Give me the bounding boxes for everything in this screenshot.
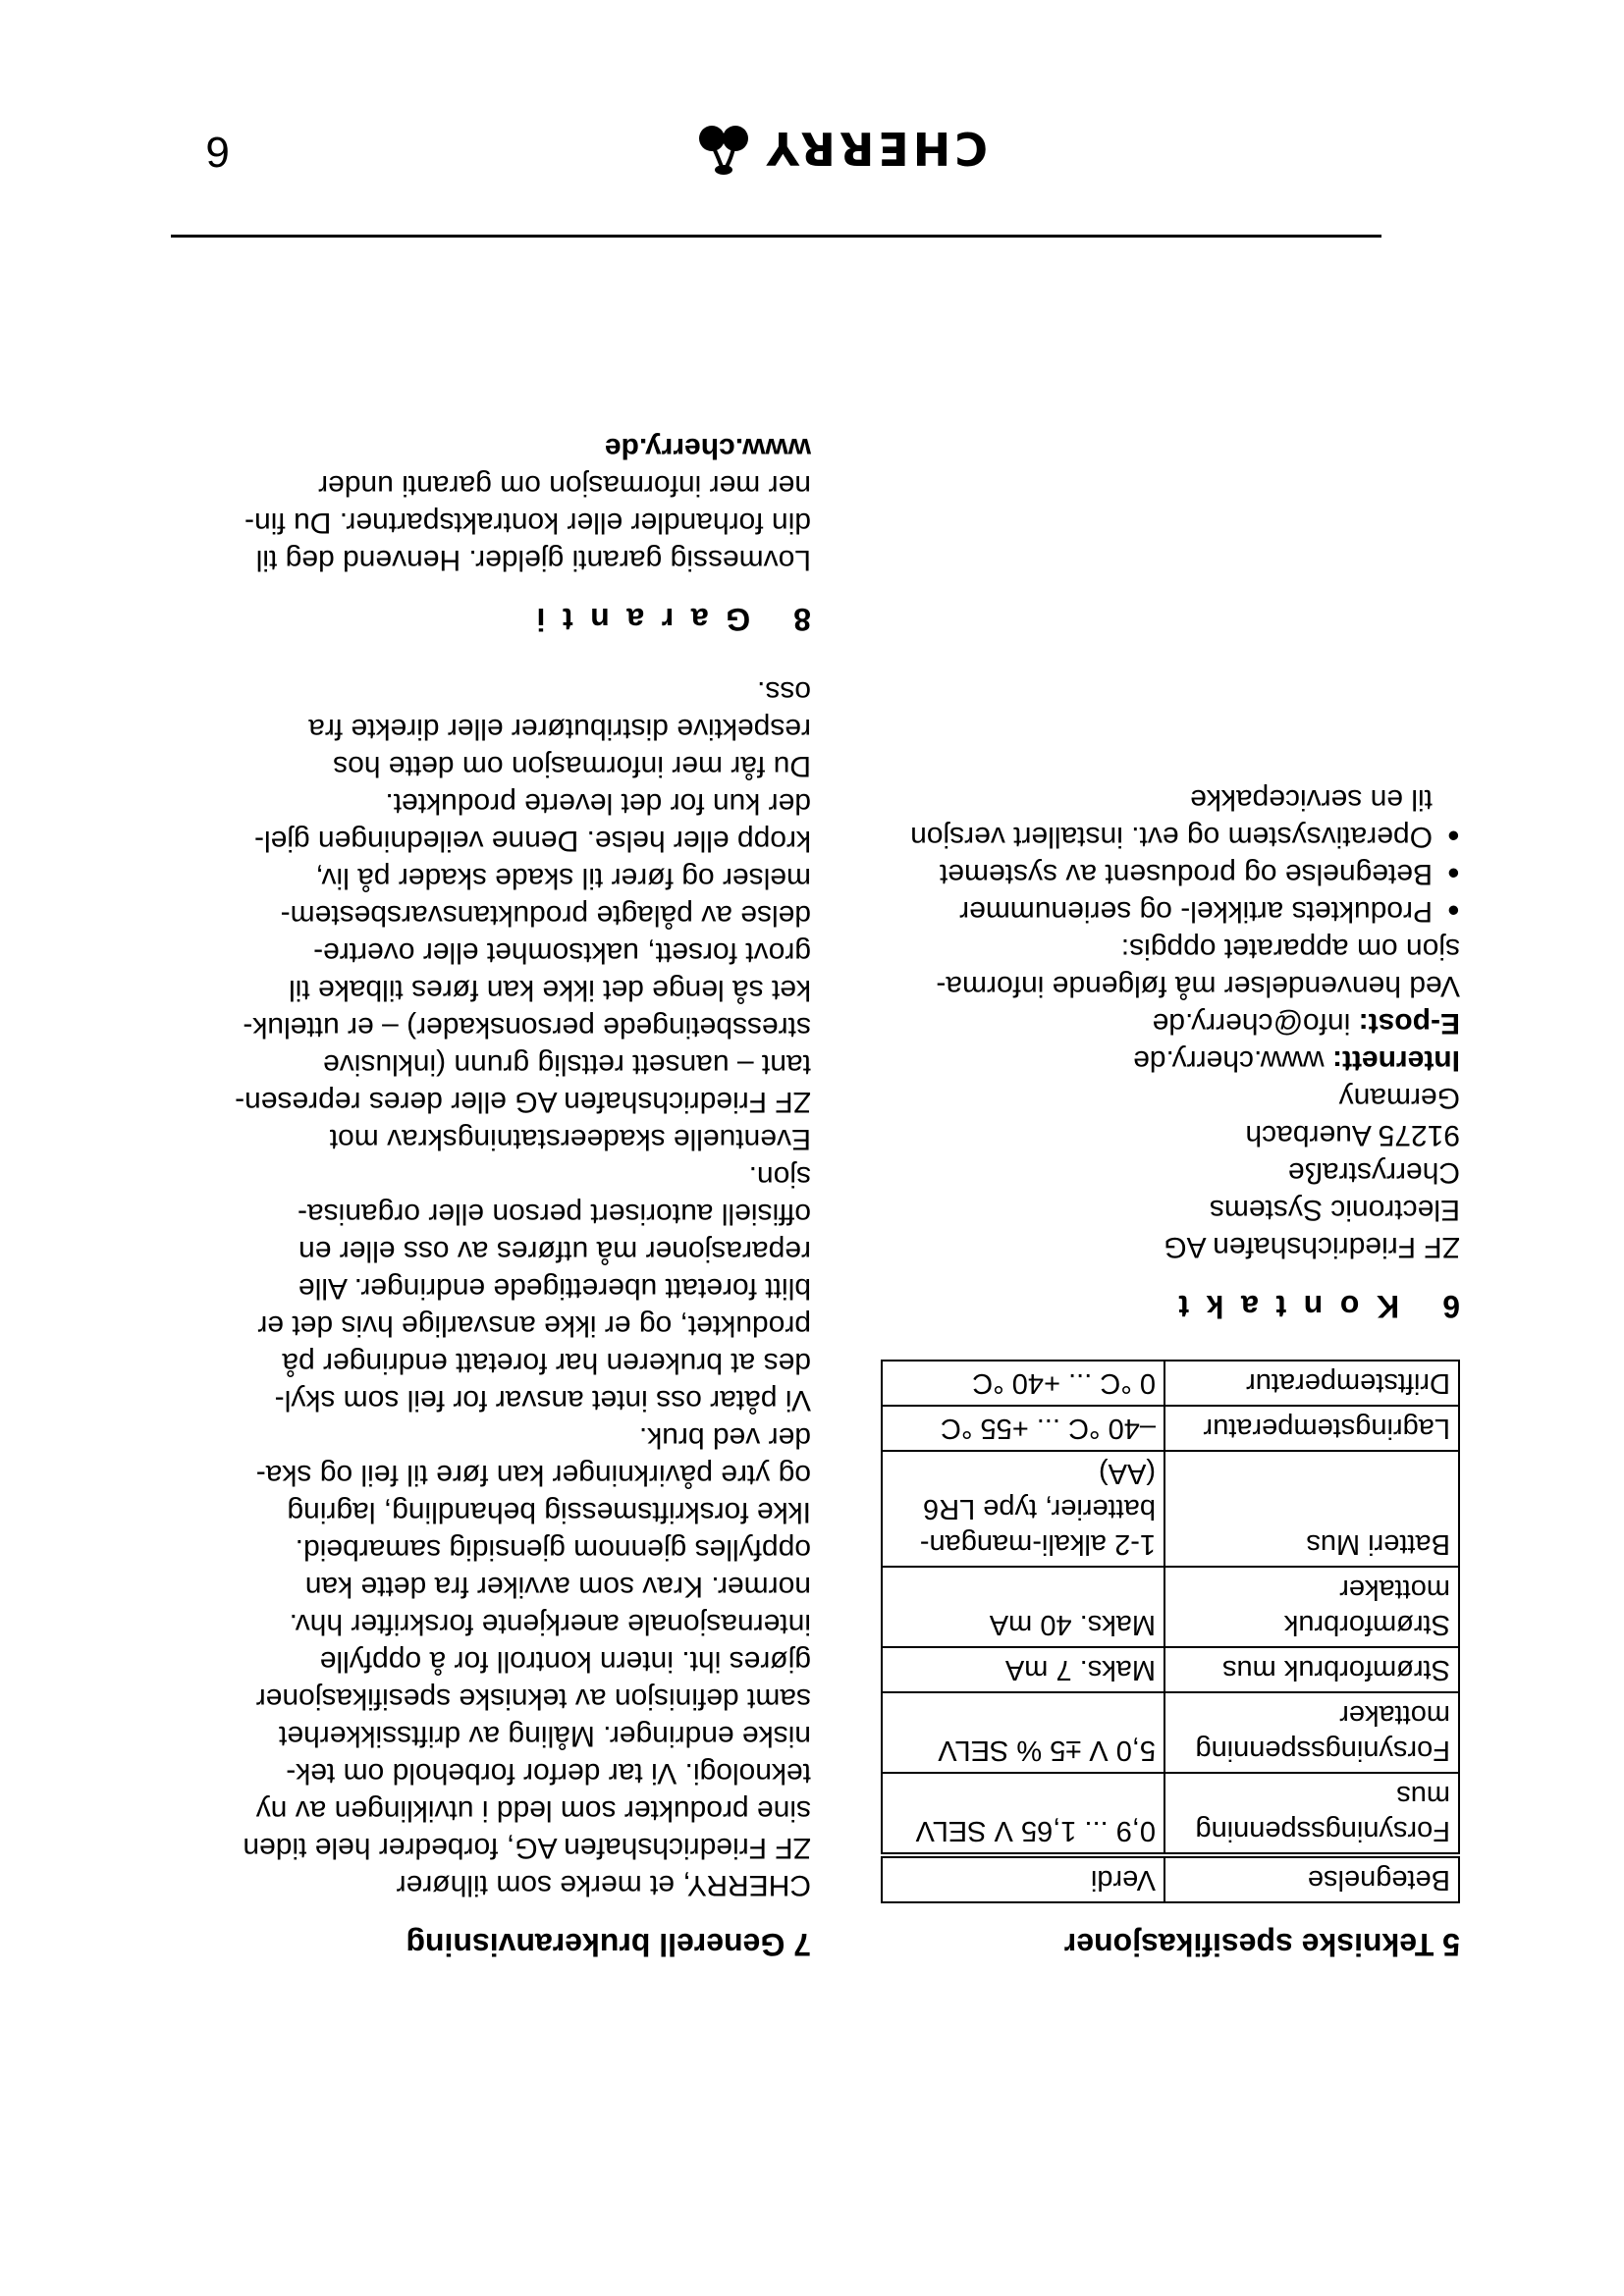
cherry-logo xyxy=(696,119,988,178)
spec-table xyxy=(881,1360,1460,1903)
spec-value: 0,9 ... 1,65 V SELV xyxy=(882,1773,1164,1855)
general-paragraph-1: CHERRY, et merke som tilhører ZF Friedrichshafen AG, forbedrer hele tiden sine produkter som ledd i utviklingen av ny teknologi. Vi tar derfor forbehold om tek- niske endringer. Måling av driftssikkerhet samt definisjon av tekniske spesifikasjoner gjøres iht. intern kontroll for å oppfylle internasjonale anerkjente forskrifter hhv. normer. Krav som avviker fra dette kan oppfylles gjennom gjensidig samarbeid. Ikke forskriftsmessig behandling, lagring og ytre påvirkninger kan føre til feil og ska- der ved bruk. xyxy=(243,1421,811,1901)
warranty-link[interactable]: www.cherry.de xyxy=(604,432,811,464)
footer-divider xyxy=(171,235,1381,238)
spec-key: Driftstemperatur xyxy=(1164,1361,1459,1406)
inquiry-intro: Ved henvendelser må følgende informa- sjon om apparatet oppgis: xyxy=(936,933,1460,1002)
spec-key: Forsyningsspenning mus xyxy=(1164,1773,1459,1855)
table-row xyxy=(882,1567,1459,1647)
spec-header-key: Betegnelse xyxy=(1164,1855,1459,1902)
email-link[interactable]: info@cherry.de xyxy=(1152,1007,1359,1040)
address-line: ZF Friedrichshafen AG xyxy=(1164,1231,1460,1263)
table-row xyxy=(882,1451,1459,1567)
list-item: ● Operativsystem og evt. installert versjon til en servicepakke xyxy=(881,780,1433,855)
table-row xyxy=(882,1647,1459,1692)
right-column xyxy=(232,429,811,1964)
section-8-heading: 8 Garanti xyxy=(518,602,811,637)
section-6-heading: 6 Kontakt xyxy=(1161,1289,1460,1324)
brand-wordmark: CHERRY xyxy=(762,122,988,175)
cherry-logo-icon xyxy=(696,119,751,178)
warranty-text: Lovmessig garanti gjelder. Henvend deg til din forhandler eller kontraktspartner. Du fin- ner mer informasjon om garanti under xyxy=(244,469,811,576)
spec-key: Forsyningsspenning mottaker xyxy=(1164,1692,1459,1773)
spec-value: 0 °C ... +40 °C xyxy=(882,1361,1164,1406)
list-item: ● Produktets artikkel- og serienummer xyxy=(881,892,1433,930)
table-row xyxy=(882,1406,1459,1451)
general-paragraph-3: Eventuelle skadeerstatningskrav mot ZF Friedrichshafen AG eller deres represen- tant – uansett rettslig grunn (inklusive stressbetingede personskader) – er utteluk- ket så lenge det ikke kan føres tilbake til grovt forsett, uaktsomhet eller overtre- delse av pålagte produktansvarsbestem- melser og fører til skade skader på liv, kropp eller helse. Denne veiledningen gjel- der kun for det leverte produktet. Du får mer informasjon om dette hos respektive distributører eller direkte fra oss. xyxy=(235,675,811,1155)
spec-key: Lagringstemperatur xyxy=(1164,1406,1459,1451)
internet-link[interactable]: www.cherry.de xyxy=(1133,1044,1332,1077)
table-row xyxy=(882,1692,1459,1773)
list-item: ● Betegnelse og produsent av systemet xyxy=(881,855,1433,892)
inquiry-list xyxy=(881,780,1460,930)
address-line: Electronic Systems xyxy=(1209,1194,1460,1226)
spec-key: Batteri Mus xyxy=(1164,1451,1459,1567)
spec-key: Strømforbruk mus xyxy=(1164,1647,1459,1692)
section-5-heading: 5 Tekniske spesifikasjoner xyxy=(1063,1927,1460,1962)
internet-line xyxy=(881,1041,1460,1079)
spec-value: Maks. 7 mA xyxy=(882,1647,1164,1692)
table-row xyxy=(882,1773,1459,1855)
table-row xyxy=(882,1361,1459,1406)
left-column xyxy=(881,780,1460,1964)
general-paragraph-2: Vi påtar oss intet ansvar for feil som skyl- des at brukeren har foretatt endringer på produktet, og er ikke ansvarlige hvis det er blitt foretatt uberettigede endringer. Alle reparasjoner må utføres av oss eller en offisiell autorisert person eller organisa- sjon. xyxy=(257,1160,811,1416)
email-line xyxy=(881,1004,1460,1041)
spec-table-header xyxy=(882,1855,1459,1902)
page-number: 6 xyxy=(205,128,230,176)
spec-header-value: Verdi xyxy=(882,1855,1164,1902)
address-line: Cherrystraße xyxy=(1287,1156,1460,1189)
spec-value: Maks. 40 mA xyxy=(882,1567,1164,1647)
spec-value: 5,0 V ±5 % SELV xyxy=(882,1692,1164,1773)
spec-key: Strømforbruk mottaker xyxy=(1164,1567,1459,1647)
email-label: E-post: xyxy=(1358,1007,1460,1040)
address-line: 91275 Auerbach xyxy=(1245,1119,1460,1151)
spec-value: 1-2 alkali-mangan-batterier, type LR6 (AA) xyxy=(882,1451,1164,1567)
section-7-heading: 7 Generell brukeranvisning xyxy=(406,1927,811,1962)
address-line: Germany xyxy=(1338,1082,1460,1114)
spec-value: –40 °C ... +55 °C xyxy=(882,1406,1164,1451)
contact-address xyxy=(881,1079,1460,1265)
internet-label: Internett: xyxy=(1332,1044,1460,1077)
